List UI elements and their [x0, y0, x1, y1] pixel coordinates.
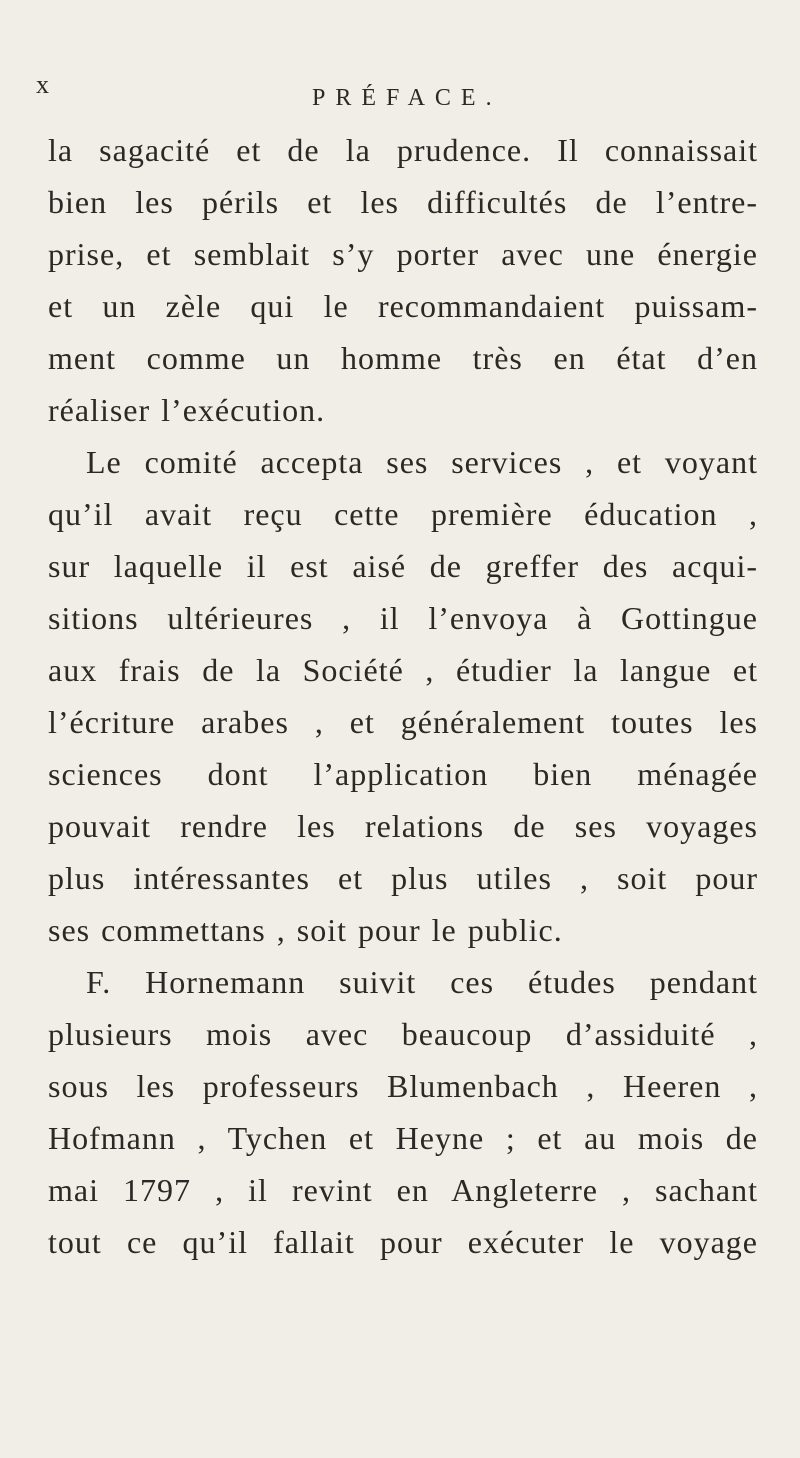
text-line: tout ce qu’il fallait pour exécuter le voyage [48, 1224, 758, 1260]
text-line: ses commettans , soit pour le public. [48, 912, 563, 948]
text-line: Le comité accepta ses services , et voyant [86, 444, 758, 480]
text-line: sur laquelle il est aisé de greffer des acqui- [48, 548, 758, 584]
text-line: et un zèle qui le recommandaient puissam- [48, 288, 758, 324]
text-line: bien les périls et les difficultés de l’entre- [48, 184, 758, 220]
text-line: Hofmann , Tychen et Heyne ; et au mois de [48, 1120, 758, 1156]
text-line: sciences dont l’application bien ménagée [48, 756, 758, 792]
text-line: sous les professeurs Blumenbach , Heeren , [48, 1068, 758, 1104]
text-line: F. Hornemann suivit ces études pendant [86, 964, 758, 1000]
text-line: mai 1797 , il revint en Angleterre , sachant [48, 1172, 758, 1208]
text-line: l’écriture arabes , et généralement toutes les [48, 704, 758, 740]
text-line: ment comme un homme très en état d’en [48, 340, 758, 376]
body-text [48, 124, 758, 1268]
text-line: plusieurs mois avec beaucoup d’assiduité , [48, 1016, 758, 1052]
text-line: plus intéressantes et plus utiles , soit pour [48, 860, 758, 896]
text-line: pouvait rendre les relations de ses voyages [48, 808, 758, 844]
text-line: qu’il avait reçu cette première éducation , [48, 496, 758, 532]
text-line: aux frais de la Société , étudier la langue et [48, 652, 758, 688]
text-line: prise, et semblait s’y porter avec une énergie [48, 236, 758, 272]
text-line: réaliser l’exécution. [48, 392, 326, 428]
text-line: la sagacité et de la prudence. Il connaissait [48, 132, 758, 168]
text-line: sitions ultérieures , il l’envoya à Gottingue [48, 600, 758, 636]
page-number: x [36, 70, 49, 99]
running-head: PRÉFACE. [312, 85, 502, 111]
